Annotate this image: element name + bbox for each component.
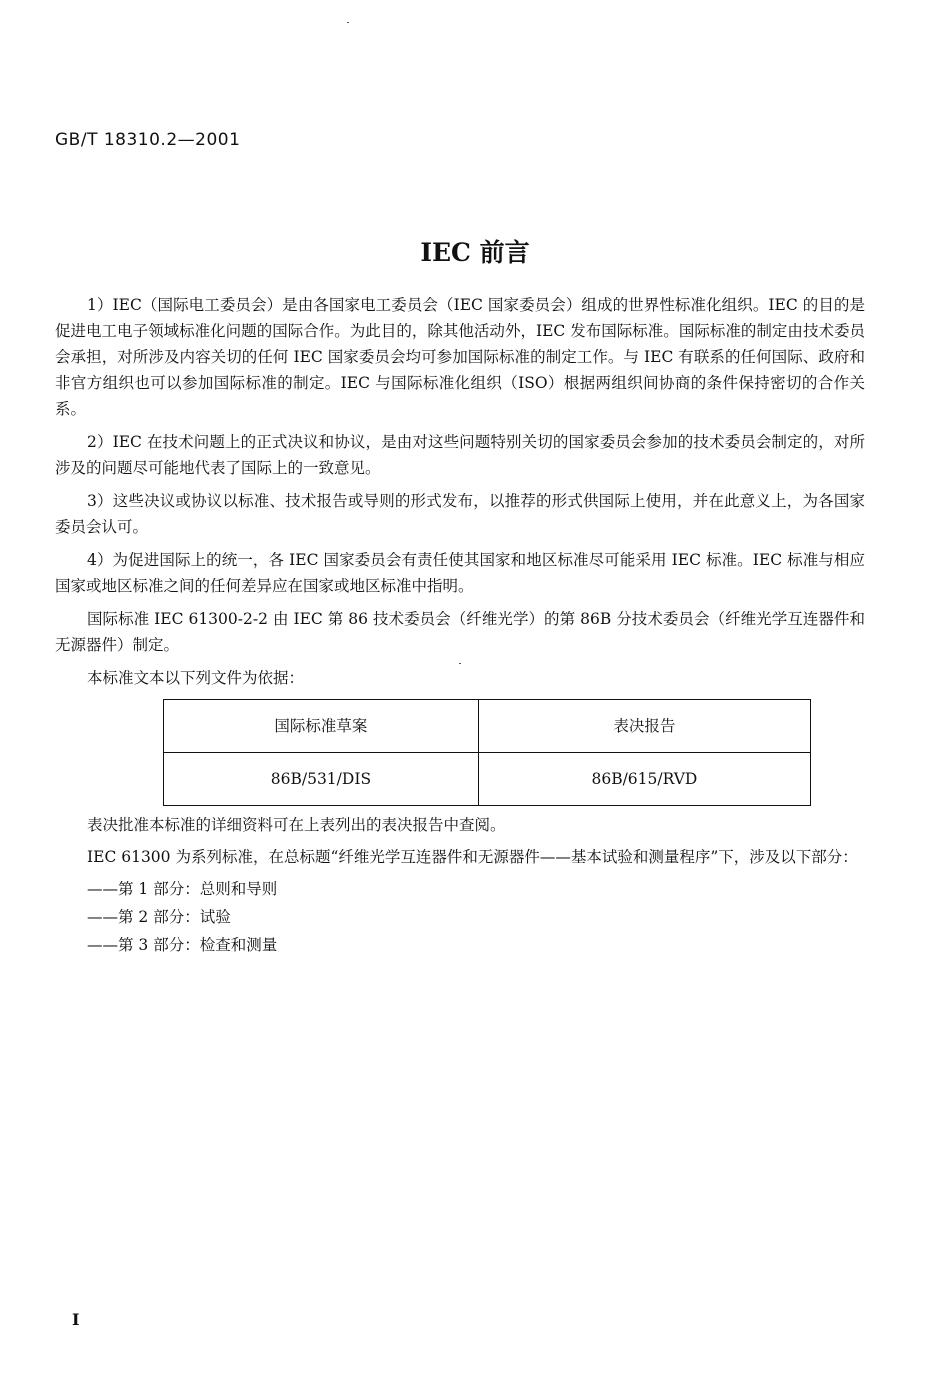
body-text [55,292,865,960]
table-cell: 86B/531/DIS [164,753,479,806]
documents-table [163,699,811,806]
table-header-row [164,700,811,753]
page-number: I [72,1310,80,1329]
scan-speck [347,22,349,23]
paragraph-1: 1）IEC（国际电工委员会）是由各国家电工委员会（IEC 国家委员会）组成的世界性标准化组织。IEC 的目的是促进电工电子领域标准化问题的国际合作。为此目的，除其他活动外，IEC 发布国际标准。国际标准的制定由技术委员会承担，对所涉及内容关切的任何 IEC 国家委员会均可参加国际标准的制定工作。与 IEC 有联系的任何国际、政府和非官方组织也可以参加国际标准的制定。IEC 与国际标准化组织（ISO）根据两组织间协商的条件保持密切的合作关系。 [55,296,865,418]
page-title: IEC 前言 [420,238,530,267]
list-item: ——第 3 部分：检查和测量 [87,936,278,954]
table-cell: 86B/615/RVD [478,753,810,806]
standard-number: GB/T 18310.2—2001 [55,130,241,150]
table-header-cell: 国际标准草案 [164,700,479,753]
paragraph-3: 3）这些决议或协议以标准、技术报告或导则的形式发布，以推荐的形式供国际上使用，并在此意义上，为各国家委员会认可。 [55,492,865,536]
paragraph-7: 表决批准本标准的详细资料可在上表列出的表决报告中查阅。 [87,816,506,834]
table-header-cell: 表决报告 [478,700,810,753]
list-item: ——第 1 部分：总则和导则 [87,880,278,898]
paragraph-8: IEC 61300 为系列标准，在总标题“纤维光学互连器件和无源器件——基本试验和测量程序”下，涉及以下部分： [87,848,858,866]
paragraph-5: 国际标准 IEC 61300-2-2 由 IEC 第 86 技术委员会（纤维光学）的第 86B 分技术委员会（纤维光学互连器件和无源器件）制定。 [55,610,865,654]
list-item: ——第 2 部分：试验 [87,908,231,926]
table-row [164,753,811,806]
paragraph-6: 本标准文本以下列文件为依据： [87,669,305,687]
paragraph-4: 4）为促进国际上的统一，各 IEC 国家委员会有责任使其国家和地区标准尽可能采用 IEC 标准。IEC 标准与相应国家或地区标准之间的任何差异应在国家或地区标准中指明。 [55,551,865,595]
paragraph-2: 2）IEC 在技术问题上的正式决议和协议，是由对这些问题特别关切的国家委员会参加的技术委员会制定的，对所涉及的问题尽可能地代表了国际上的一致意见。 [55,433,865,477]
